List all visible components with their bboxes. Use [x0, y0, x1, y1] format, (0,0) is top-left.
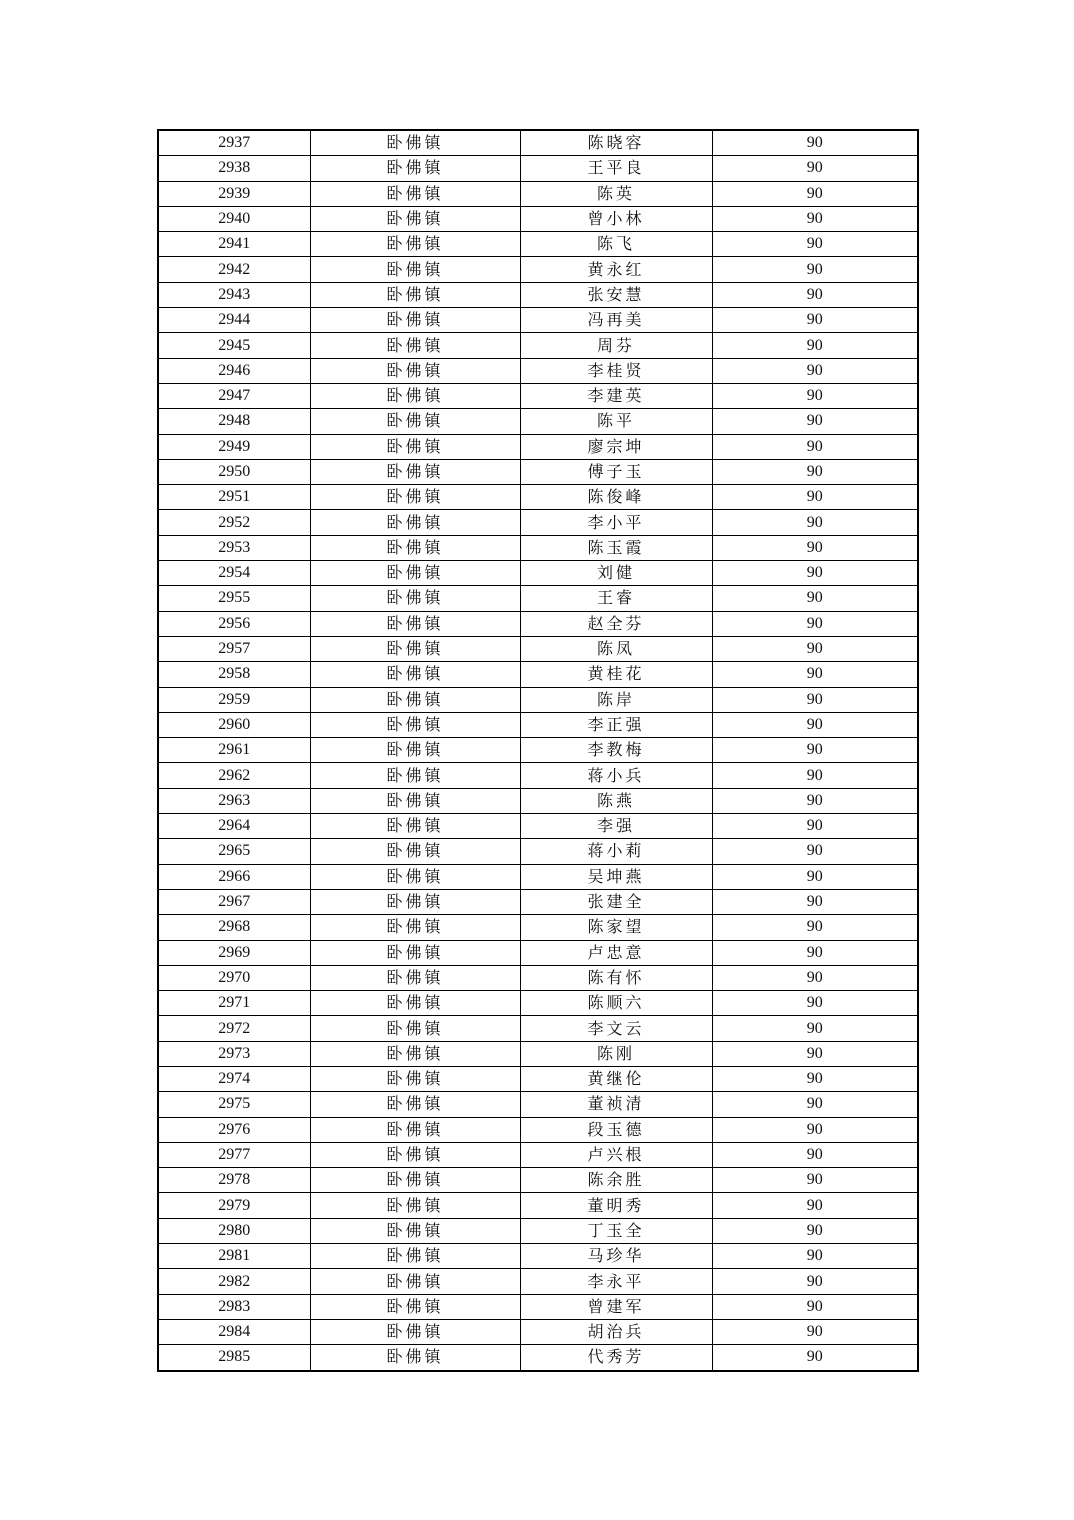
- person-name-cell: 周芬: [520, 333, 712, 358]
- person-name-cell: 黄桂花: [520, 662, 712, 687]
- serial-number-cell: 2949: [158, 434, 310, 459]
- serial-number-cell: 2979: [158, 1193, 310, 1218]
- value-cell: 90: [712, 712, 918, 737]
- serial-number-cell: 2983: [158, 1294, 310, 1319]
- person-name-cell: 李教梅: [520, 738, 712, 763]
- serial-number-cell: 2937: [158, 130, 310, 156]
- serial-number-cell: 2975: [158, 1092, 310, 1117]
- serial-number-cell: 2947: [158, 383, 310, 408]
- value-cell: 90: [712, 1142, 918, 1167]
- town-cell: 卧佛镇: [310, 991, 520, 1016]
- table-row: [158, 156, 918, 181]
- value-cell: 90: [712, 965, 918, 990]
- town-cell: 卧佛镇: [310, 434, 520, 459]
- table-row: [158, 409, 918, 434]
- person-name-cell: 陈余胜: [520, 1168, 712, 1193]
- table-row: [158, 1168, 918, 1193]
- value-cell: 90: [712, 409, 918, 434]
- table-row: [158, 1041, 918, 1066]
- person-name-cell: 马珍华: [520, 1244, 712, 1269]
- person-name-cell: 胡治兵: [520, 1319, 712, 1344]
- table-row: [158, 940, 918, 965]
- table-row: [158, 485, 918, 510]
- table-row: [158, 1066, 918, 1091]
- person-name-cell: 黄继伦: [520, 1066, 712, 1091]
- table-row: [158, 738, 918, 763]
- value-cell: 90: [712, 1269, 918, 1294]
- value-cell: 90: [712, 1041, 918, 1066]
- table-row: [158, 915, 918, 940]
- person-name-cell: 陈平: [520, 409, 712, 434]
- value-cell: 90: [712, 1016, 918, 1041]
- serial-number-cell: 2968: [158, 915, 310, 940]
- value-cell: 90: [712, 1345, 918, 1371]
- value-cell: 90: [712, 991, 918, 1016]
- value-cell: 90: [712, 282, 918, 307]
- person-name-cell: 丁玉全: [520, 1218, 712, 1243]
- table-row: [158, 130, 918, 156]
- value-cell: 90: [712, 333, 918, 358]
- person-name-cell: 陈玉霞: [520, 535, 712, 560]
- town-cell: 卧佛镇: [310, 611, 520, 636]
- person-name-cell: 傅子玉: [520, 459, 712, 484]
- person-name-cell: 李建英: [520, 383, 712, 408]
- serial-number-cell: 2944: [158, 308, 310, 333]
- person-name-cell: 王睿: [520, 586, 712, 611]
- table-row: [158, 1319, 918, 1344]
- town-cell: 卧佛镇: [310, 282, 520, 307]
- person-name-cell: 董祯清: [520, 1092, 712, 1117]
- serial-number-cell: 2970: [158, 965, 310, 990]
- serial-number-cell: 2984: [158, 1319, 310, 1344]
- serial-number-cell: 2982: [158, 1269, 310, 1294]
- value-cell: 90: [712, 1294, 918, 1319]
- town-cell: 卧佛镇: [310, 763, 520, 788]
- person-name-cell: 张安慧: [520, 282, 712, 307]
- serial-number-cell: 2980: [158, 1218, 310, 1243]
- table-row: [158, 991, 918, 1016]
- person-name-cell: 曾小林: [520, 206, 712, 231]
- person-name-cell: 陈刚: [520, 1041, 712, 1066]
- serial-number-cell: 2972: [158, 1016, 310, 1041]
- person-name-cell: 曾建军: [520, 1294, 712, 1319]
- value-cell: 90: [712, 434, 918, 459]
- town-cell: 卧佛镇: [310, 1117, 520, 1142]
- person-name-cell: 陈岸: [520, 687, 712, 712]
- value-cell: 90: [712, 763, 918, 788]
- table-body: [158, 130, 918, 1371]
- town-cell: 卧佛镇: [310, 156, 520, 181]
- town-cell: 卧佛镇: [310, 1092, 520, 1117]
- town-cell: 卧佛镇: [310, 1193, 520, 1218]
- value-cell: 90: [712, 510, 918, 535]
- person-name-cell: 陈顺六: [520, 991, 712, 1016]
- town-cell: 卧佛镇: [310, 1269, 520, 1294]
- table-row: [158, 333, 918, 358]
- table-row: [158, 788, 918, 813]
- town-cell: 卧佛镇: [310, 814, 520, 839]
- table-row: [158, 232, 918, 257]
- town-cell: 卧佛镇: [310, 965, 520, 990]
- value-cell: 90: [712, 1092, 918, 1117]
- town-cell: 卧佛镇: [310, 510, 520, 535]
- town-cell: 卧佛镇: [310, 459, 520, 484]
- value-cell: 90: [712, 586, 918, 611]
- town-cell: 卧佛镇: [310, 712, 520, 737]
- value-cell: 90: [712, 1193, 918, 1218]
- serial-number-cell: 2974: [158, 1066, 310, 1091]
- serial-number-cell: 2981: [158, 1244, 310, 1269]
- serial-number-cell: 2976: [158, 1117, 310, 1142]
- town-cell: 卧佛镇: [310, 636, 520, 661]
- person-name-cell: 陈英: [520, 181, 712, 206]
- table-row: [158, 586, 918, 611]
- table-row: [158, 712, 918, 737]
- town-cell: 卧佛镇: [310, 1142, 520, 1167]
- value-cell: 90: [712, 889, 918, 914]
- value-cell: 90: [712, 459, 918, 484]
- serial-number-cell: 2942: [158, 257, 310, 282]
- person-name-cell: 赵全芬: [520, 611, 712, 636]
- table-row: [158, 1142, 918, 1167]
- serial-number-cell: 2985: [158, 1345, 310, 1371]
- serial-number-cell: 2954: [158, 561, 310, 586]
- person-name-cell: 蒋小兵: [520, 763, 712, 788]
- value-cell: 90: [712, 1244, 918, 1269]
- value-cell: 90: [712, 611, 918, 636]
- table-row: [158, 889, 918, 914]
- table-row: [158, 510, 918, 535]
- town-cell: 卧佛镇: [310, 788, 520, 813]
- table-row: [158, 839, 918, 864]
- town-cell: 卧佛镇: [310, 687, 520, 712]
- value-cell: 90: [712, 561, 918, 586]
- town-cell: 卧佛镇: [310, 1066, 520, 1091]
- person-name-cell: 廖宗坤: [520, 434, 712, 459]
- value-cell: 90: [712, 257, 918, 282]
- person-name-cell: 吴坤燕: [520, 864, 712, 889]
- town-cell: 卧佛镇: [310, 915, 520, 940]
- person-name-cell: 卢忠意: [520, 940, 712, 965]
- value-cell: 90: [712, 662, 918, 687]
- town-cell: 卧佛镇: [310, 308, 520, 333]
- table-row: [158, 308, 918, 333]
- serial-number-cell: 2962: [158, 763, 310, 788]
- town-cell: 卧佛镇: [310, 358, 520, 383]
- town-cell: 卧佛镇: [310, 586, 520, 611]
- town-cell: 卧佛镇: [310, 181, 520, 206]
- town-cell: 卧佛镇: [310, 662, 520, 687]
- town-cell: 卧佛镇: [310, 1244, 520, 1269]
- serial-number-cell: 2948: [158, 409, 310, 434]
- value-cell: 90: [712, 1218, 918, 1243]
- town-cell: 卧佛镇: [310, 1041, 520, 1066]
- serial-number-cell: 2977: [158, 1142, 310, 1167]
- serial-number-cell: 2971: [158, 991, 310, 1016]
- table-row: [158, 1244, 918, 1269]
- serial-number-cell: 2973: [158, 1041, 310, 1066]
- value-cell: 90: [712, 308, 918, 333]
- town-cell: 卧佛镇: [310, 1345, 520, 1371]
- person-name-cell: 代秀芳: [520, 1345, 712, 1371]
- table-row: [158, 206, 918, 231]
- value-cell: 90: [712, 383, 918, 408]
- town-cell: 卧佛镇: [310, 940, 520, 965]
- table-row: [158, 662, 918, 687]
- town-cell: 卧佛镇: [310, 1016, 520, 1041]
- serial-number-cell: 2965: [158, 839, 310, 864]
- table-row: [158, 864, 918, 889]
- person-name-cell: 陈有怀: [520, 965, 712, 990]
- person-name-cell: 王平良: [520, 156, 712, 181]
- person-name-cell: 冯再美: [520, 308, 712, 333]
- table-row: [158, 1016, 918, 1041]
- value-cell: 90: [712, 358, 918, 383]
- person-name-cell: 陈燕: [520, 788, 712, 813]
- record-table: [157, 129, 919, 1372]
- serial-number-cell: 2966: [158, 864, 310, 889]
- person-name-cell: 李正强: [520, 712, 712, 737]
- town-cell: 卧佛镇: [310, 206, 520, 231]
- table-row: [158, 459, 918, 484]
- table-row: [158, 1117, 918, 1142]
- value-cell: 90: [712, 535, 918, 560]
- serial-number-cell: 2945: [158, 333, 310, 358]
- town-cell: 卧佛镇: [310, 130, 520, 156]
- town-cell: 卧佛镇: [310, 333, 520, 358]
- person-name-cell: 李文云: [520, 1016, 712, 1041]
- value-cell: 90: [712, 738, 918, 763]
- serial-number-cell: 2967: [158, 889, 310, 914]
- value-cell: 90: [712, 156, 918, 181]
- serial-number-cell: 2957: [158, 636, 310, 661]
- value-cell: 90: [712, 687, 918, 712]
- serial-number-cell: 2964: [158, 814, 310, 839]
- serial-number-cell: 2958: [158, 662, 310, 687]
- serial-number-cell: 2961: [158, 738, 310, 763]
- serial-number-cell: 2969: [158, 940, 310, 965]
- serial-number-cell: 2960: [158, 712, 310, 737]
- table-row: [158, 358, 918, 383]
- value-cell: 90: [712, 1319, 918, 1344]
- serial-number-cell: 2956: [158, 611, 310, 636]
- table-row: [158, 1269, 918, 1294]
- person-name-cell: 蒋小莉: [520, 839, 712, 864]
- serial-number-cell: 2951: [158, 485, 310, 510]
- person-name-cell: 刘健: [520, 561, 712, 586]
- table-row: [158, 257, 918, 282]
- town-cell: 卧佛镇: [310, 409, 520, 434]
- town-cell: 卧佛镇: [310, 889, 520, 914]
- value-cell: 90: [712, 485, 918, 510]
- table-row: [158, 1294, 918, 1319]
- person-name-cell: 张建全: [520, 889, 712, 914]
- value-cell: 90: [712, 864, 918, 889]
- table-row: [158, 814, 918, 839]
- value-cell: 90: [712, 1117, 918, 1142]
- table-row: [158, 434, 918, 459]
- town-cell: 卧佛镇: [310, 1218, 520, 1243]
- town-cell: 卧佛镇: [310, 864, 520, 889]
- town-cell: 卧佛镇: [310, 383, 520, 408]
- table-row: [158, 1193, 918, 1218]
- person-name-cell: 陈俊峰: [520, 485, 712, 510]
- serial-number-cell: 2952: [158, 510, 310, 535]
- table-row: [158, 763, 918, 788]
- value-cell: 90: [712, 814, 918, 839]
- serial-number-cell: 2946: [158, 358, 310, 383]
- town-cell: 卧佛镇: [310, 1319, 520, 1344]
- table-row: [158, 561, 918, 586]
- value-cell: 90: [712, 839, 918, 864]
- town-cell: 卧佛镇: [310, 839, 520, 864]
- table-row: [158, 611, 918, 636]
- town-cell: 卧佛镇: [310, 738, 520, 763]
- serial-number-cell: 2978: [158, 1168, 310, 1193]
- table-row: [158, 1345, 918, 1371]
- person-name-cell: 李强: [520, 814, 712, 839]
- table-row: [158, 181, 918, 206]
- value-cell: 90: [712, 915, 918, 940]
- value-cell: 90: [712, 636, 918, 661]
- serial-number-cell: 2963: [158, 788, 310, 813]
- town-cell: 卧佛镇: [310, 535, 520, 560]
- person-name-cell: 李永平: [520, 1269, 712, 1294]
- table-row: [158, 636, 918, 661]
- value-cell: 90: [712, 1168, 918, 1193]
- serial-number-cell: 2953: [158, 535, 310, 560]
- value-cell: 90: [712, 181, 918, 206]
- value-cell: 90: [712, 788, 918, 813]
- table-row: [158, 1092, 918, 1117]
- serial-number-cell: 2950: [158, 459, 310, 484]
- serial-number-cell: 2959: [158, 687, 310, 712]
- table-row: [158, 282, 918, 307]
- person-name-cell: 李小平: [520, 510, 712, 535]
- table-row: [158, 965, 918, 990]
- person-name-cell: 李桂贤: [520, 358, 712, 383]
- person-name-cell: 陈凤: [520, 636, 712, 661]
- value-cell: 90: [712, 232, 918, 257]
- serial-number-cell: 2955: [158, 586, 310, 611]
- table-row: [158, 535, 918, 560]
- person-name-cell: 黄永红: [520, 257, 712, 282]
- town-cell: 卧佛镇: [310, 1168, 520, 1193]
- town-cell: 卧佛镇: [310, 561, 520, 586]
- person-name-cell: 陈飞: [520, 232, 712, 257]
- table-row: [158, 1218, 918, 1243]
- person-name-cell: 陈晓容: [520, 130, 712, 156]
- person-name-cell: 卢兴根: [520, 1142, 712, 1167]
- serial-number-cell: 2940: [158, 206, 310, 231]
- value-cell: 90: [712, 1066, 918, 1091]
- value-cell: 90: [712, 940, 918, 965]
- value-cell: 90: [712, 130, 918, 156]
- town-cell: 卧佛镇: [310, 232, 520, 257]
- value-cell: 90: [712, 206, 918, 231]
- town-cell: 卧佛镇: [310, 1294, 520, 1319]
- table-row: [158, 383, 918, 408]
- serial-number-cell: 2939: [158, 181, 310, 206]
- serial-number-cell: 2938: [158, 156, 310, 181]
- serial-number-cell: 2943: [158, 282, 310, 307]
- person-name-cell: 段玉德: [520, 1117, 712, 1142]
- table-row: [158, 687, 918, 712]
- person-name-cell: 陈家望: [520, 915, 712, 940]
- town-cell: 卧佛镇: [310, 257, 520, 282]
- person-name-cell: 董明秀: [520, 1193, 712, 1218]
- serial-number-cell: 2941: [158, 232, 310, 257]
- town-cell: 卧佛镇: [310, 485, 520, 510]
